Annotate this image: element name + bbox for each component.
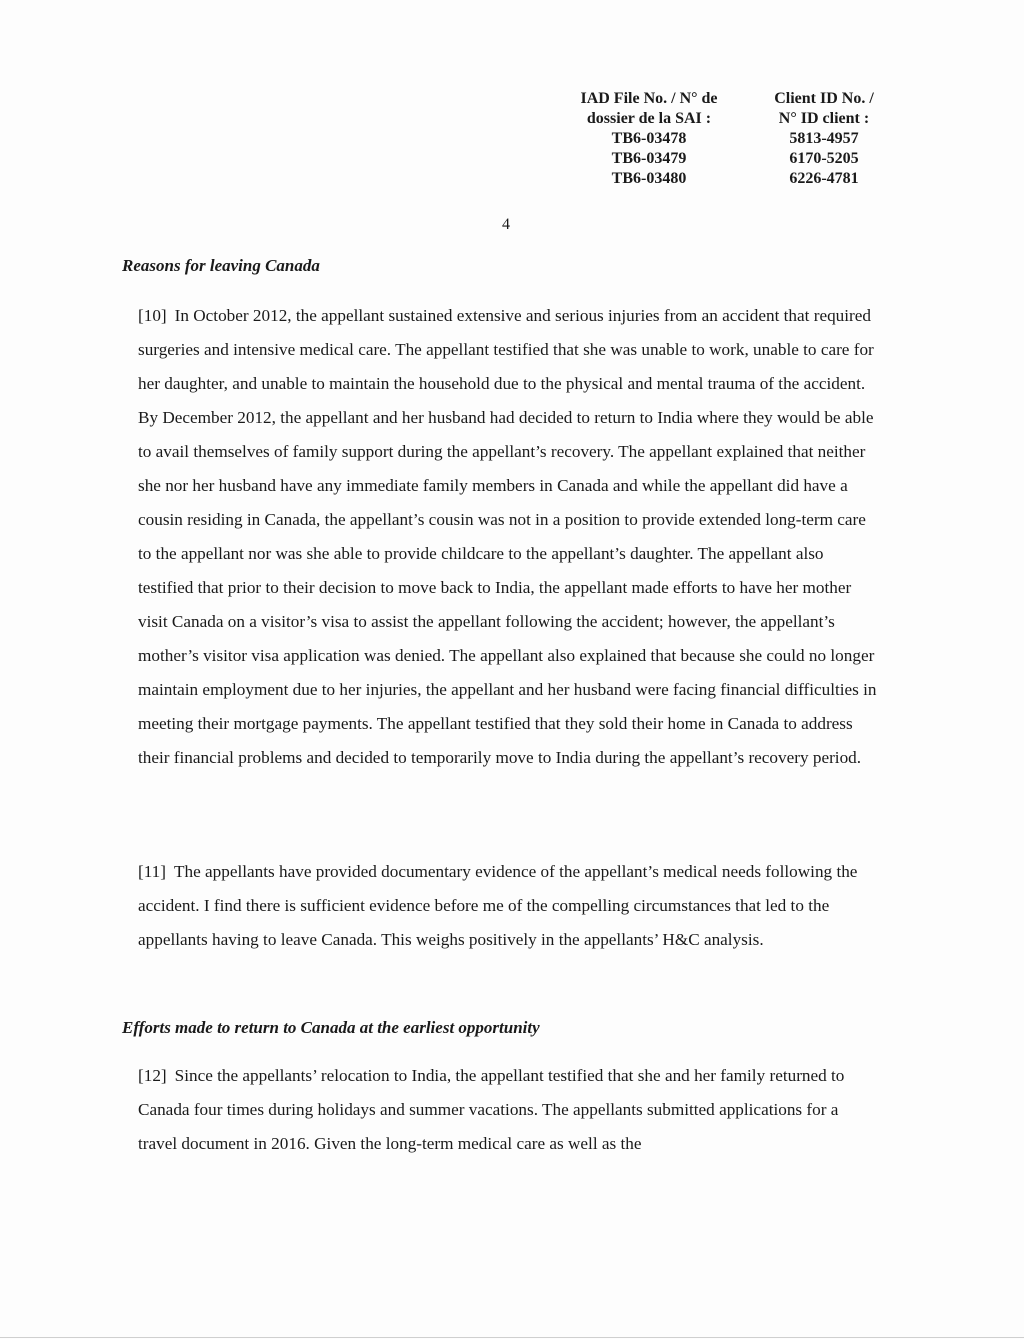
file-number: TB6-03480 <box>611 170 687 187</box>
client-id-header <box>760 89 888 189</box>
page-bottom-rule <box>0 1337 1024 1338</box>
paragraph-number: [11] <box>138 862 166 881</box>
paragraph-number: [10] <box>138 306 167 325</box>
paragraph-number: [12] <box>138 1066 167 1085</box>
client-number: 6170-5205 <box>789 150 859 167</box>
paragraph-text: The appellants have provided documentary evidence of the appellant’s medical needs following the accident. I find there is sufficient evidence before me of the compelling circumstances that led to the appellants having to leave Canada. This weighs positively in the appellants’ H&C analysis. <box>138 862 858 949</box>
paragraph-text: Since the appellants’ relocation to India, the appellant testified that she and her family returned to Canada four times during holidays and summer vacations. The appellants submitted applications for a travel document in 2016. Given the long-term medical care as well as the <box>138 1066 845 1153</box>
paragraph-text: In October 2012, the appellant sustained extensive and serious injuries from an accident that required surgeries and intensive medical care. The appellant testified that she was unable to work, unable to care for her daughter, and unable to maintain the household due to the physical and mental trauma of the accident. By December 2012, the appellant and her husband had decided to return to India where they would be able to avail themselves of family support during the appellant’s recovery. The appellant explained that neither she nor her husband have any immediate family members in Canada and while the appellant did have a cousin residing in Canada, the appellant’s cousin was not in a position to provide extended long-term care to the appellant nor was she able to provide childcare to the appellant’s daughter. The appellant also testified that prior to their decision to move back to India, the appellant made efforts to have her mother visit Canada on a visitor’s visa to assist the appellant following the accident; however, the appellant’s mother’s visitor visa application was denied. The appellant also explained that because she could no longer maintain employment due to her injuries, the appellant and her husband were facing financial difficulties in meeting their mortgage payments. The appellant testified that they sold their home in Canada to address their financial problems and decided to temporarily move to India during the appellant’s recovery period. <box>138 306 877 767</box>
page-number: 4 <box>502 216 510 233</box>
iad-file-header <box>574 89 724 189</box>
section-heading-reasons: Reasons for leaving Canada <box>122 256 320 275</box>
paragraph-12 <box>138 1059 878 1161</box>
file-number: TB6-03478 <box>611 130 687 147</box>
paragraph-10 <box>138 299 878 775</box>
client-number: 6226-4781 <box>789 170 859 187</box>
file-label-line-2: dossier de la SAI : <box>586 110 712 127</box>
file-number: TB6-03479 <box>611 150 687 167</box>
section-heading-efforts: Efforts made to return to Canada at the earliest opportunity <box>122 1018 540 1037</box>
client-label-line-2: N° ID client : <box>778 110 870 127</box>
client-number: 5813-4957 <box>789 130 859 147</box>
client-label-line-1: Client ID No. / <box>774 90 874 107</box>
paragraph-11 <box>138 855 878 957</box>
file-label-line-1: IAD File No. / N° de <box>580 90 718 107</box>
